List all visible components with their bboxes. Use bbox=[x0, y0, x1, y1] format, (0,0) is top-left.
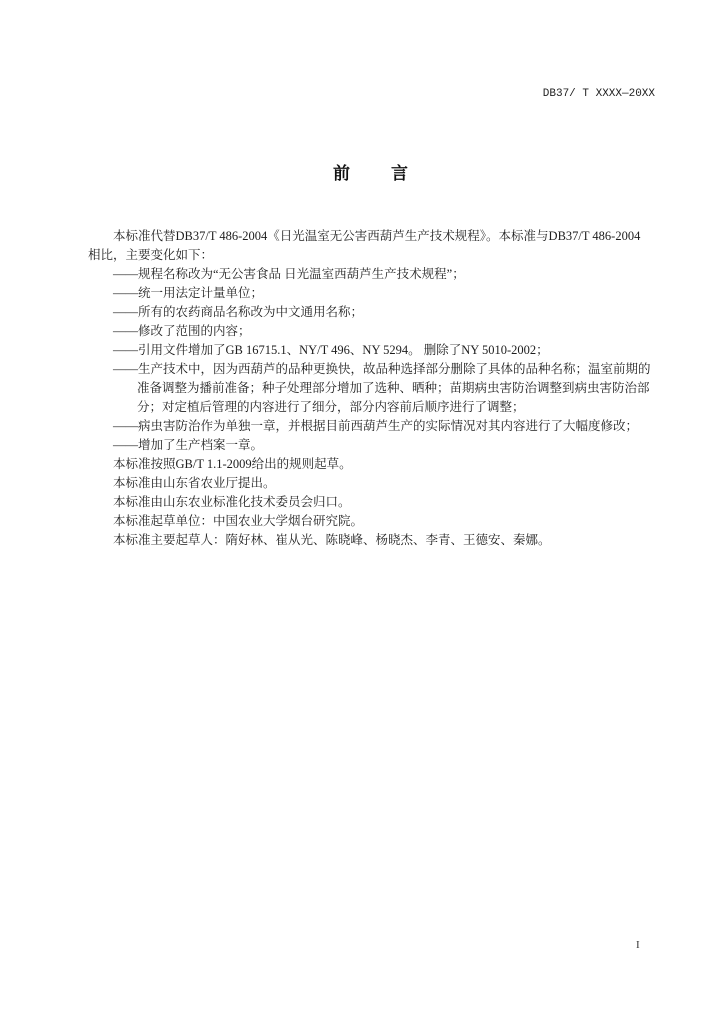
foreword-statement: 本标准由山东省农业厅提出。 bbox=[113, 476, 276, 490]
foreword-statement: 本标准由山东农业标准化技术委员会归口。 bbox=[113, 495, 351, 509]
foreword-statement: 本标准起草单位：中国农业大学烟台研究院。 bbox=[113, 514, 364, 528]
foreword-statement: 本标准按照GB/T 1.1-2009给出的规则起草。 bbox=[113, 457, 352, 471]
foreword-body bbox=[88, 227, 668, 550]
change-list-item: ——引用文件增加了GB 16715.1、NY/T 496、NY 5294。 删除了NY 5010-2002； bbox=[113, 343, 549, 357]
foreword-line: 本标准代替DB37/T 486-2004《日光温室无公害西葫芦生产技术规程》。本标准与DB37/T 486-2004 bbox=[113, 229, 641, 243]
change-list-item-continuation: 准备调整为播前准备；种子处理部分增加了选种、晒种；苗期病虫害防治调整到病虫害防治部 bbox=[137, 381, 650, 395]
change-list-item: ——所有的农药商品名称改为中文通用名称； bbox=[113, 305, 364, 319]
foreword-line: 相比，主要变化如下： bbox=[88, 248, 214, 262]
page-number: I bbox=[636, 939, 640, 951]
change-list-item: ——统一用法定计量单位； bbox=[113, 286, 264, 300]
document-number-header: DB37/ T XXXX—20XX bbox=[542, 88, 655, 100]
change-list-item: ——规程名称改为“无公害食品 日光温室西葫芦生产技术规程”； bbox=[113, 267, 465, 281]
change-list-item: ——增加了生产档案一章。 bbox=[113, 438, 264, 452]
foreword-statement: 本标准主要起草人：隋好林、崔从光、陈晓峰、杨晓杰、李青、王德安、秦娜。 bbox=[113, 533, 551, 547]
change-list-item: ——生产技术中，因为西葫芦的品种更换快，故品种选择部分删除了具体的品种名称；温室前期的 bbox=[113, 362, 651, 376]
change-list-item: ——修改了范围的内容； bbox=[113, 324, 251, 338]
page-title: 前 言 bbox=[333, 164, 420, 183]
change-list-item: ——病虫害防治作为单独一章，并根据目前西葫芦生产的实际情况对其内容进行了大幅度修改； bbox=[113, 419, 639, 433]
change-list-item-continuation: 分；对定植后管理的内容进行了细分，部分内容前后顺序进行了调整； bbox=[137, 400, 525, 414]
